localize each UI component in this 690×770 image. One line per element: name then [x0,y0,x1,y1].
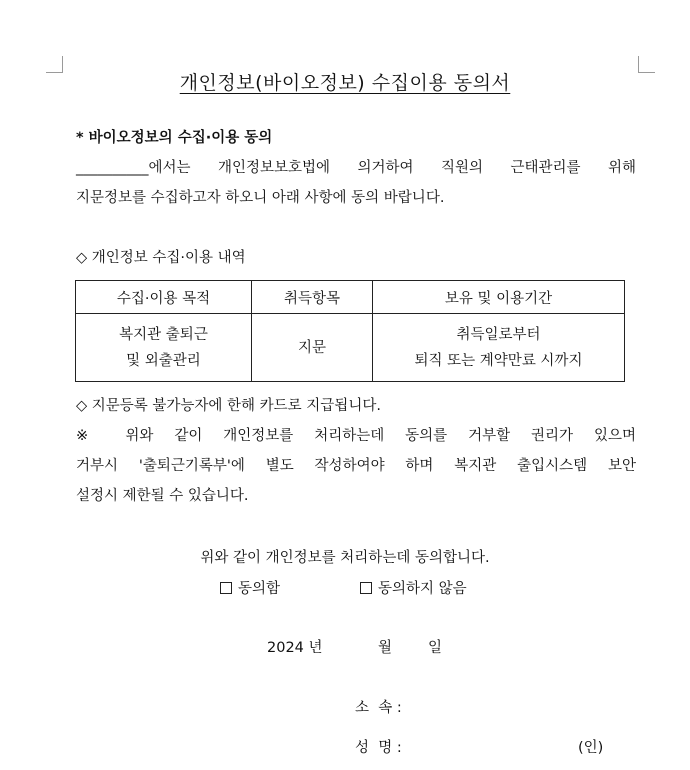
card-notice: ◇ 지문등록 불가능자에 한해 카드로 지급됩니다. [76,398,381,414]
bio-consent-line-2: 지문정보를 수집하고자 하오니 아래 사항에 동의 바랍니다. [76,190,445,206]
date-year: 2024 년 [267,640,323,656]
refusal-notice-line-3: 설정시 제한될 수 있습니다. [76,488,249,504]
agree-option[interactable]: 동의함 [220,577,280,598]
seal-mark: (인) [578,740,604,756]
collection-details-heading: ◇ 개인정보 수집·이용 내역 [76,250,246,266]
bio-consent-heading: * 바이오정보의 수집·이용 동의 [76,130,273,146]
header-period: 보유 및 이용기간 [373,281,625,314]
consent-statement: 위와 같이 개인정보를 처리하는데 동의합니다. [200,550,490,566]
disagree-option[interactable]: 동의하지 않음 [360,577,467,598]
date-month: 월 [378,640,393,656]
cell-purpose: 복지관 출퇴근 및 외출관리 [76,314,252,382]
header-item: 취득항목 [252,281,373,314]
table-row [76,314,625,382]
cell-item: 지문 [252,314,373,382]
date-day: 일 [428,640,443,656]
document-title: 개인정보(바이오정보) 수집이용 동의서 [179,72,511,94]
header-purpose: 수집·이용 목적 [76,281,252,314]
collection-details-table [75,280,625,382]
table-header-row [76,281,625,314]
disagree-checkbox[interactable] [360,582,372,594]
affiliation-label: 소 속 : [355,700,402,716]
name-label: 성 명 : [355,740,402,756]
agree-checkbox[interactable] [220,582,232,594]
refusal-notice-line-1: ※ 위와 같이 개인정보를 처리하는데 동의를 거부할 권리가 있으며 [76,428,636,444]
organization-blank: __________ [76,160,149,176]
cell-period: 취득일로부터 퇴직 또는 계약만료 시까지 [373,314,625,382]
bio-consent-line-1: __________에서는 개인정보보호법에 의거하여 직원의 근태관리를 위해 [76,160,636,176]
refusal-notice-line-2: 거부시 '출퇴근기록부'에 별도 작성하여야 하며 복지관 출입시스템 보안 [76,458,636,474]
